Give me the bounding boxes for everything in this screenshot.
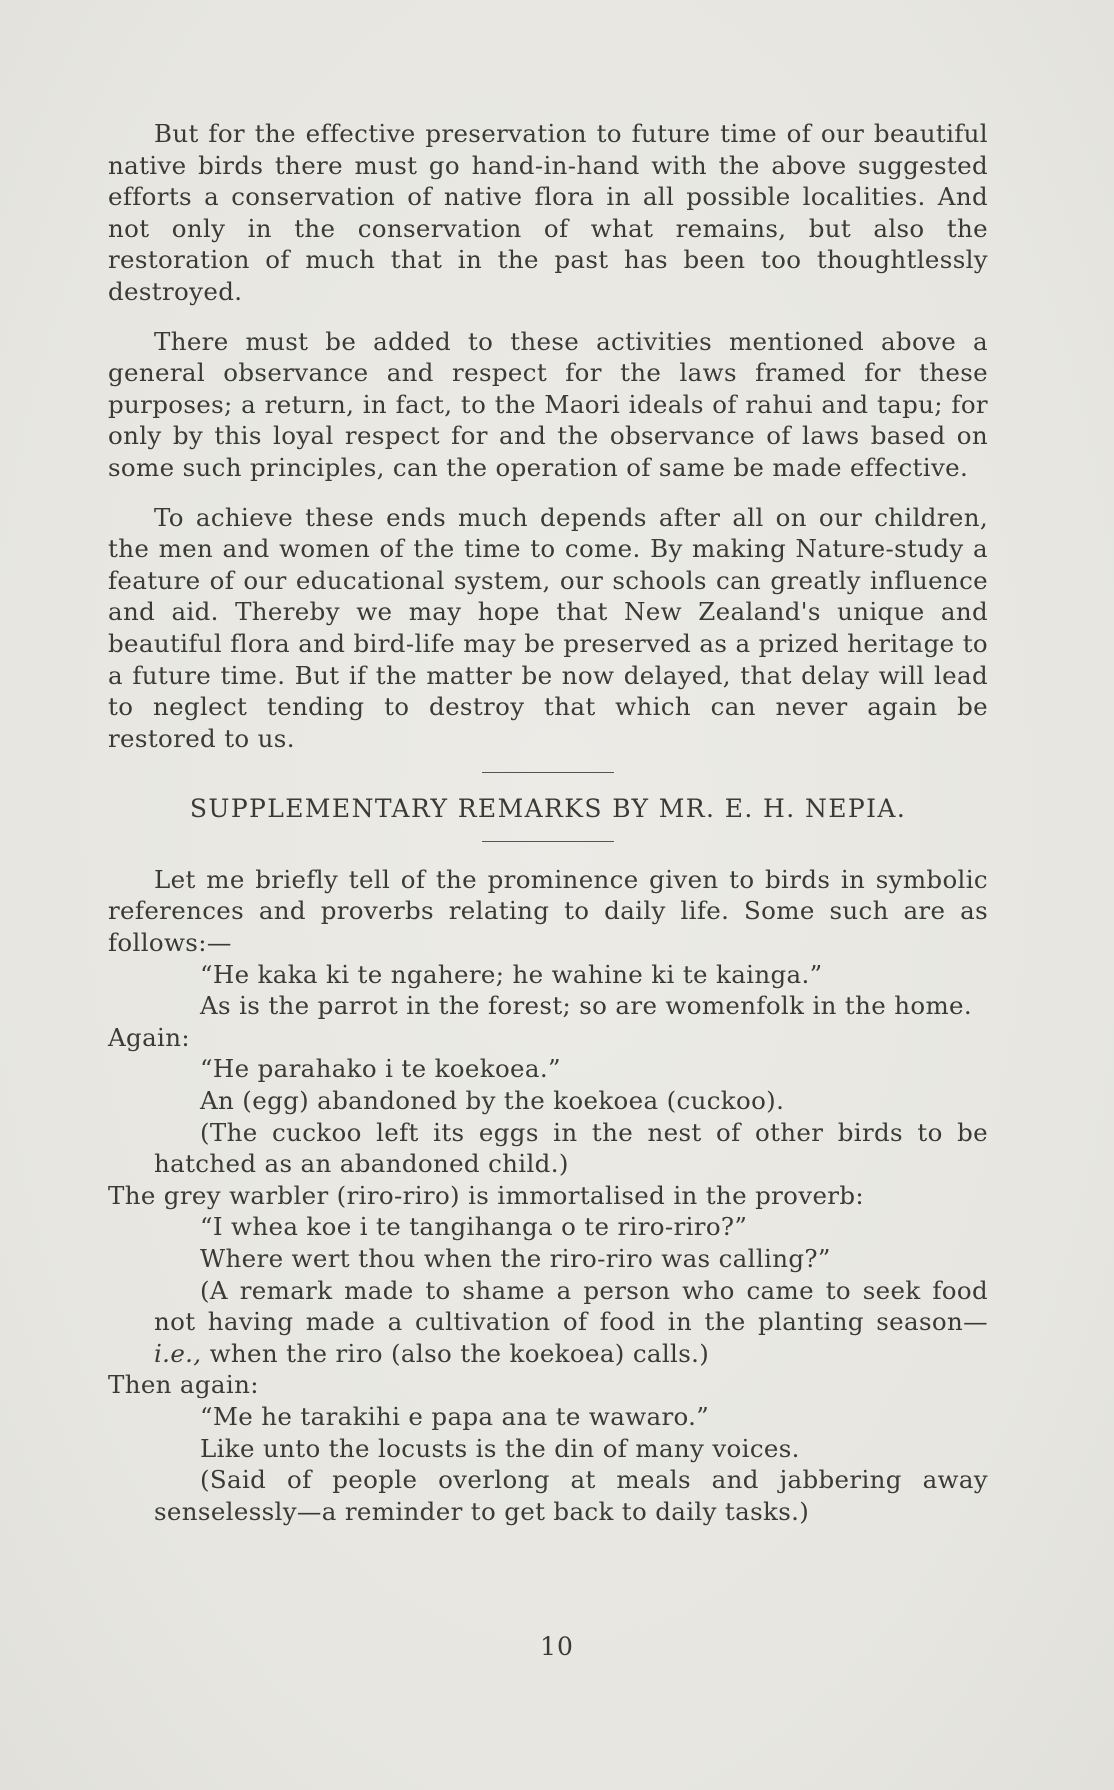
- riroriro-note-end: when the riro (also the koekoea) calls.): [201, 1338, 710, 1368]
- paragraph-nature-study: To achieve these ends much depends after all on our children, the men and women of the time to come. By making Nature-study a feature of our educational system, our schools can greatly influence and aid. Thereby we may hope that New Zealand's unique and beautiful flora and bird-life may be preserved as a prized heritage to a future time. But if the matter be now delayed, that delay will lead to neglect tending to destroy that which can never again be restored to us.: [108, 502, 988, 753]
- riroriro-note-start: (A remark made to shame a person who came to seek food not having made a cultivation of food in the planting season—: [154, 1275, 988, 1337]
- proverb-parahako-maori: “He parahako i te koekoea.”: [200, 1054, 561, 1084]
- warbler-intro: The grey warbler (riro-riro) is immortalised in the proverb:: [108, 1180, 865, 1210]
- proverb-parahako-note: (The cuckoo left its eggs in the nest of other birds to be hatched as an abandoned child.): [154, 1117, 988, 1179]
- proverb-tarakihi-note: (Said of people overlong at meals and jabbering away senselessly—a reminder to get back to daily tasks.): [154, 1465, 988, 1526]
- supplement-intro: Let me briefly tell of the prominence given to birds in symbolic references and proverbs relating to daily life. Some such are as follows:—: [108, 864, 988, 958]
- proverb-kaka-maori: “He kaka ki te ngahere; he wahine ki te kainga.”: [200, 959, 823, 989]
- proverb-tarakihi-english: Like unto the locusts is the din of many voices.: [200, 1433, 800, 1463]
- body-text: [108, 118, 988, 1527]
- then-again-label: Then again:: [108, 1370, 259, 1400]
- proverb-riroriro-maori: “I whea koe i te tangihanga o te riro-riro?”: [200, 1212, 748, 1242]
- proverb-riroriro-note: [108, 1275, 988, 1370]
- proverb-parahako-english: An (egg) abandoned by the koekoea (cuckoo).: [200, 1086, 785, 1116]
- again-label: Again:: [108, 1022, 190, 1052]
- proverb-riroriro-english: Where wert thou when the riro-riro was calling?”: [200, 1244, 831, 1273]
- heading-rule-top: [482, 772, 614, 773]
- heading-rule-bottom: [482, 841, 614, 842]
- section-heading: SUPPLEMENTARY REMARKS BY MR. E. H. NEPIA.: [189, 794, 907, 824]
- paragraph-flora-conservation: But for the effective preservation to future time of our beautiful native birds there must go hand-in-hand with the above suggested efforts a conservation of native flora in all possible localities. And not only in the conservation of what remains, but also the restoration of much that in the past has been too thoughtlessly destroyed.: [108, 119, 988, 306]
- proverb-tarakihi-maori: “Me he tarakihi e papa ana te wawaro.”: [200, 1401, 710, 1431]
- paragraph-laws-observance: There must be added to these activities mentioned above a general observance and respect for the laws framed for these purposes; a return, in fact, to the Maori ideals of rahui and tapu; for only by this loyal respect for and the observance of laws based on some such principles, can the operation of same be made effective.: [108, 326, 988, 482]
- proverb-kaka-english: As is the parrot in the forest; so are womenfolk in the home.: [200, 991, 973, 1021]
- riroriro-note-ie: i.e.,: [154, 1338, 202, 1368]
- page-number: 10: [540, 1632, 574, 1661]
